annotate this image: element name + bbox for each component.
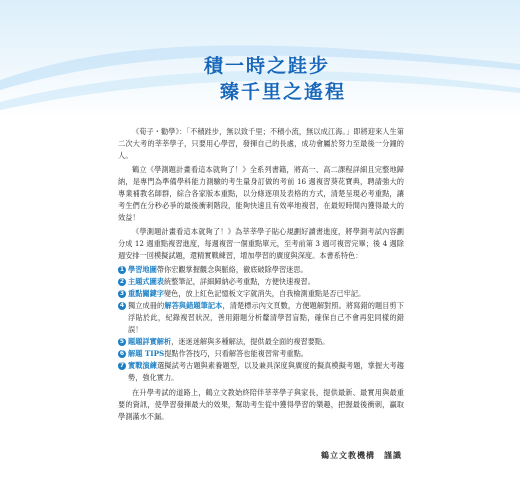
preface-body xyxy=(118,126,404,425)
feature-highlight: 實戰演練 xyxy=(128,361,158,370)
feature-text: ，迷迷迷解與多種解法，提供最全面的複習要點。 xyxy=(171,337,330,346)
closing-paragraph: 在升學考試的道路上，鶴立文教始終陪伴莘莘學子與家長，提供最新、最實用與最重要的資訊，使學習發揮最大的效果，幫助考生從中獲得學習的樂趣，把握最後衝刺，贏取學測滿水不漏。 xyxy=(118,388,404,421)
feature-text: 統整筆記，詳細歸納必考重點，方便快速複習。 xyxy=(163,277,315,286)
feature-highlight: 解答與錯題筆記本 xyxy=(164,301,223,310)
feature-text: 帶你宏觀掌握觀念與脈絡，徹底破除學習迷思。 xyxy=(156,265,308,274)
feature-highlight: 題題詳實解析 xyxy=(128,337,172,346)
feature-text: 變色，放上紅色記憶板文字就消失，自我檢測重點是否已牢記。 xyxy=(163,289,366,298)
feature-highlight: 主題式圖表 xyxy=(128,277,164,286)
feature-item xyxy=(118,336,404,348)
feature-text-before: 獨立成冊的 xyxy=(128,301,165,310)
feature-item xyxy=(118,288,404,300)
paragraph: 鶴立《學測題計畫看這本就夠了！》全系列書籍，將高一、高二課程詳細且完整地歸納，是專門為準備學科能力測驗的考生量身訂做的考前 16 週複習葵花寶典，聘請強大的專業補教名師群，綜合各家版本重點，以分條逐項及表格的方式，清楚呈現必考重點，讓考生們在分秒必爭的最後衝刺階段，能夠快速且有效率地複習，在最短時間內獲得最大的效益！ xyxy=(118,165,404,222)
title-line-1: 積一時之跬步 xyxy=(204,55,331,77)
feature-item xyxy=(118,276,404,288)
feature-text: 選擬試考古題與素養題型，以及兼具深度與廣度的擬真模擬考題，掌握大考趨勢，強化實力。 xyxy=(128,361,404,382)
feature-item xyxy=(118,300,404,336)
number-badge: 3 xyxy=(119,290,125,297)
number-badge: 2 xyxy=(119,278,125,285)
feature-highlight: 學習地圖 xyxy=(128,265,157,274)
signature: 鶴立文教機構 謹識 xyxy=(321,450,402,460)
title-line-2: 臻千里之遙程 xyxy=(220,81,347,103)
number-badge: 4 xyxy=(119,302,125,309)
feature-highlight: 解題 TIPS xyxy=(128,349,165,358)
number-badge: 6 xyxy=(119,350,125,357)
feature-text: ，清楚標示內文頁數，方便題解對照。將寫錯的題目剪下浮貼於此，紀錄複習狀況，善用錯題分析釐清學習盲點，確保自己不會再犯同樣的錯誤！ xyxy=(128,301,404,334)
number-badge: 1 xyxy=(119,266,125,273)
feature-item xyxy=(118,264,404,276)
paragraph: 《荀子・勸學》：「不積跬步，無以致千里；不積小流，無以成江海。」即將迎來人生第二次大考的莘莘學子，只要用心學習，發揮自己的長處，成功會屬於努力至最後一分鐘的人。 xyxy=(118,127,404,160)
feature-item xyxy=(118,360,404,384)
number-badge: 7 xyxy=(119,362,125,369)
feature-highlight: 重點關鍵字 xyxy=(128,289,164,298)
number-badge: 5 xyxy=(119,338,125,345)
feature-list xyxy=(118,264,404,384)
feature-text: 提點作答技巧，只看解答也能複習常考重點。 xyxy=(164,349,308,358)
paragraph: 《學測題計畫看這本就夠了！》為莘莘學子貼心規劃好讀書進度，將學測考試內容劃分成 12 週重點複習進度，每週複習一個重點單元，至考前第 3 週可複習完畢；後 4 週除週安排一回模擬試題，還精實戰練習，增加學習的廣度與深度。本書系特色： xyxy=(118,227,404,260)
feature-item xyxy=(118,348,404,360)
